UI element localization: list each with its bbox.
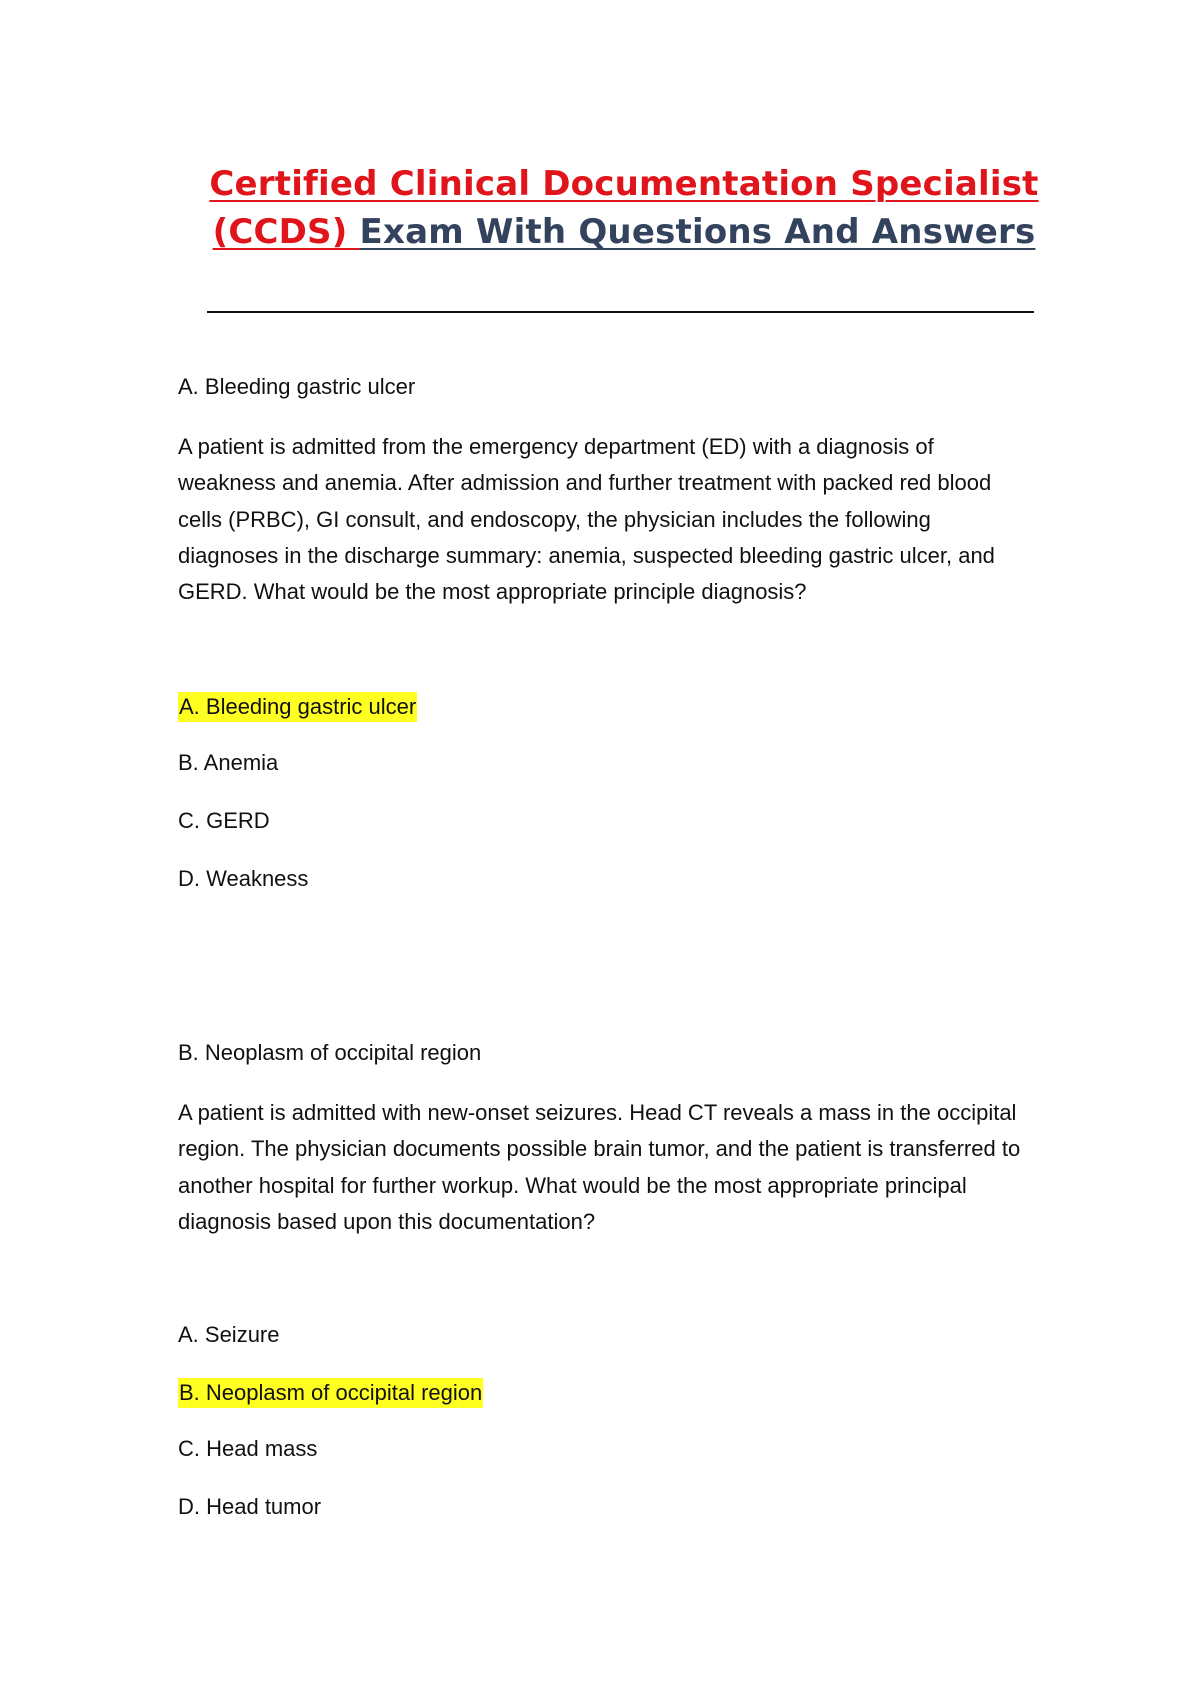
question-text-1: A patient is admitted from the emergency department (ED) with a diagnosis of weakness and anemia. After admission and further treatment with packed red blood cells (PRBC), GI consult, and endoscopy, the physician includes the following diagnoses in the discharge summary: anemia, suspected bleeding gastric ulcer, and GERD. What would be the most appropriate principle diagnosis? — [178, 434, 995, 605]
title-red-text-2: (CCDS) — [212, 212, 360, 252]
option-2-c: C. Head mass — [178, 1436, 318, 1461]
answer-line-2: B. Neoplasm of occipital region — [178, 1040, 482, 1065]
highlighted-correct-answer-1: A. Bleeding gastric ulcer — [178, 692, 417, 722]
option-1-a — [178, 694, 417, 720]
page-title-line-2 — [0, 208, 1200, 256]
answer-line-1: A. Bleeding gastric ulcer — [178, 374, 416, 399]
title-red-text-1: Certified Clinical Documentation Specialist — [209, 164, 1039, 204]
horizontal-divider — [207, 311, 1034, 313]
option-1-d: D. Weakness — [178, 866, 309, 891]
option-2-b — [178, 1380, 483, 1406]
option-2-a: A. Seizure — [178, 1322, 280, 1347]
page-title-line-1 — [0, 160, 1200, 208]
highlighted-correct-answer-2: B. Neoplasm of occipital region — [178, 1378, 483, 1408]
option-1-c: C. GERD — [178, 808, 270, 833]
option-2-d: D. Head tumor — [178, 1494, 322, 1519]
question-text-2: A patient is admitted with new-onset seizures. Head CT reveals a mass in the occipital region. The physician documents possible brain tumor, and the patient is transferred to another hospital for further workup. What would be the most appropriate principal diagnosis based upon this documentation? — [178, 1100, 1021, 1234]
title-navy-text: Exam With Questions And Answers — [359, 212, 1036, 252]
option-1-b: B. Anemia — [178, 750, 279, 775]
